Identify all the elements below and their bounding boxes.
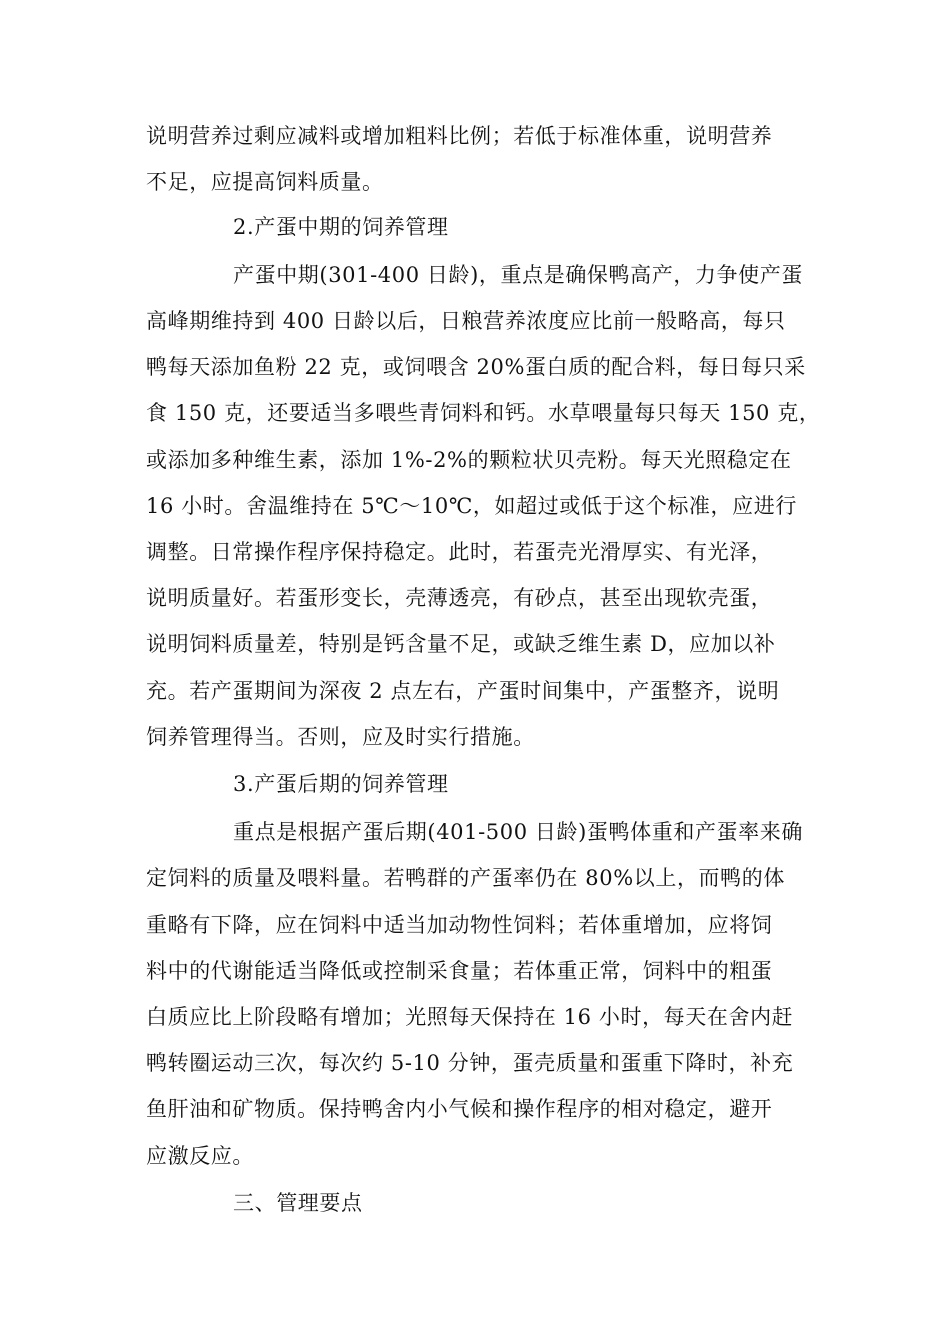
paragraph-line: 饲养管理得当。否则，应及时实行措施。: [146, 725, 535, 749]
paragraph-line: 说明饲料质量差，特别是钙含量不足，或缺乏维生素 D，应加以补: [146, 632, 776, 656]
paragraph-line: 料中的代谢能适当降低或控制采食量；若体重正常，饲料中的粗蛋: [146, 959, 773, 983]
paragraph-line: 应激反应。: [146, 1144, 254, 1168]
paragraph-line: 说明质量好。若蛋形变长，壳薄透亮，有砂点，甚至出现软壳蛋，: [146, 586, 773, 610]
paragraph-line: 食 150 克，还要适当多喂些青饲料和钙。水草喂量每只每天 150 克，: [146, 401, 821, 425]
paragraph-line: 或添加多种维生素，添加 1%-2%的颗粒状贝壳粉。每天光照稳定在: [146, 448, 792, 472]
paragraph-line: 充。若产蛋期间为深夜 2 点左右，产蛋时间集中，产蛋整齐，说明: [146, 679, 780, 703]
paragraph-line: 不足，应提高饲料质量。: [146, 170, 384, 194]
paragraph-line: 鸭转圈运动三次，每次约 5-10 分钟，蛋壳质量和蛋重下降时，补充: [146, 1051, 794, 1075]
paragraph-line: 鱼肝油和矿物质。保持鸭舍内小气候和操作程序的相对稳定，避开: [146, 1097, 773, 1121]
paragraph-line: 调整。日常操作程序保持稳定。此时，若蛋壳光滑厚实、有光泽，: [146, 540, 773, 564]
paragraph-line: 重点是根据产蛋后期(401-500 日龄)蛋鸭体重和产蛋率来确: [233, 820, 803, 844]
paragraph-line: 高峰期维持到 400 日龄以后，日粮营养浓度应比前一般略高，每只: [146, 309, 786, 333]
section-heading: 三、管理要点: [233, 1191, 363, 1215]
paragraph-line: 重略有下降，应在饲料中适当加动物性饲料；若体重增加，应将饲: [146, 913, 773, 937]
section-heading: 3.产蛋后期的饲养管理: [233, 772, 449, 796]
paragraph-line: 鸭每天添加鱼粉 22 克，或饲喂含 20%蛋白质的配合料，每日每只采: [146, 355, 806, 379]
paragraph-line: 16 小时。舍温维持在 5℃～10℃，如超过或低于这个标准，应进行: [146, 494, 797, 518]
paragraph-line: 产蛋中期(301-400 日龄)，重点是确保鸭高产，力争使产蛋: [233, 263, 803, 287]
paragraph-line: 定饲料的质量及喂料量。若鸭群的产蛋率仍在 80%以上，而鸭的体: [146, 866, 785, 890]
paragraph-line: 白质应比上阶段略有增加；光照每天保持在 16 小时，每天在舍内赶: [146, 1005, 794, 1029]
section-heading: 2.产蛋中期的饲养管理: [233, 215, 449, 239]
paragraph-line: 说明营养过剩应减料或增加粗料比例；若低于标准体重，说明营养: [146, 124, 773, 148]
